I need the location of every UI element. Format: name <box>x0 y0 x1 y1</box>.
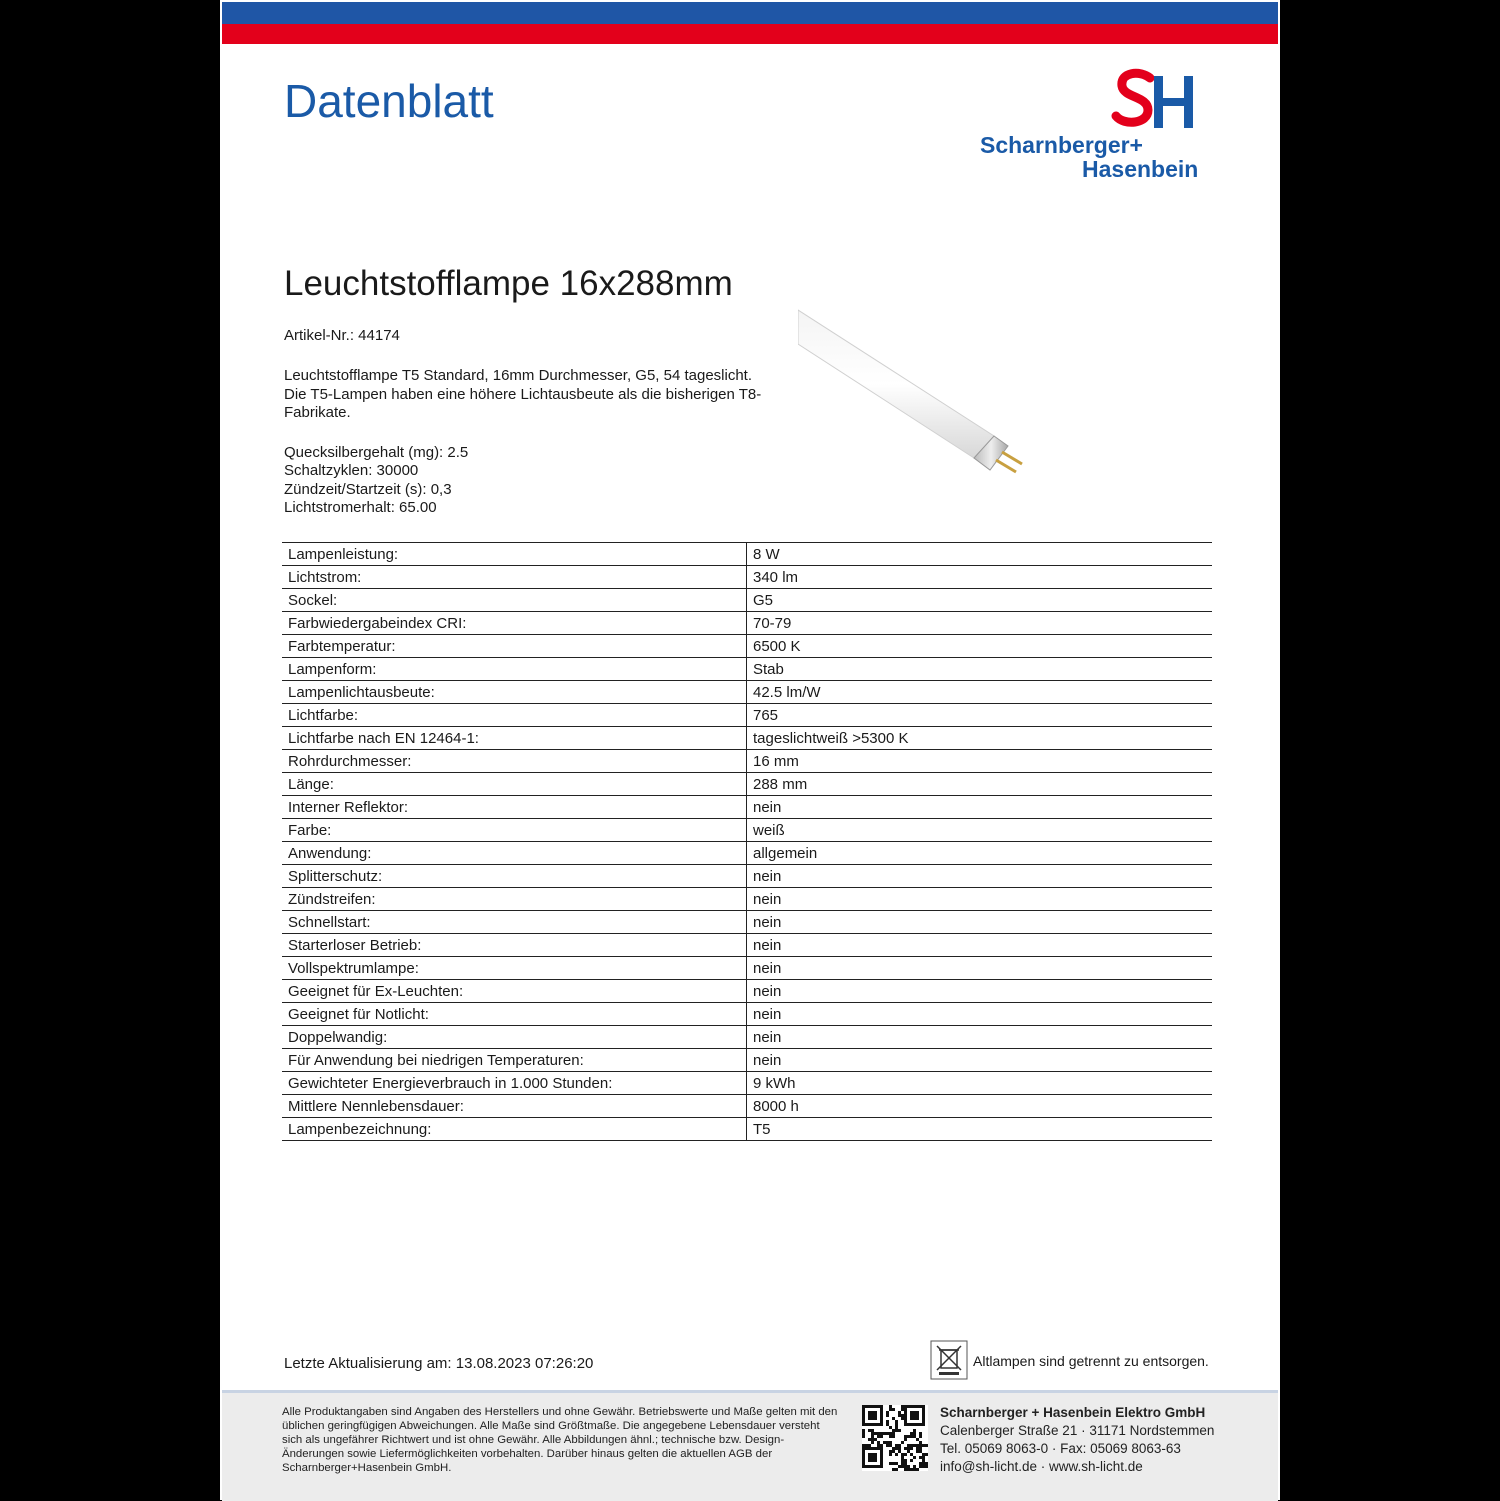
page-title: Datenblatt <box>284 75 494 127</box>
property-value: nein <box>747 1026 1213 1049</box>
property-label: Interner Reflektor: <box>282 796 747 819</box>
property-label: Farbwiedergabeindex CRI: <box>282 612 747 635</box>
property-value: nein <box>747 1049 1213 1072</box>
property-row <box>282 819 1212 842</box>
property-row <box>282 888 1212 911</box>
property-label: Rohrdurchmesser: <box>282 750 747 773</box>
property-label: Zündstreifen: <box>282 888 747 911</box>
property-label: Splitterschutz: <box>282 865 747 888</box>
property-row <box>282 750 1212 773</box>
property-value: nein <box>747 888 1213 911</box>
property-row <box>282 1118 1212 1141</box>
footer <box>222 1390 1278 1501</box>
property-value: 42.5 lm/W <box>747 681 1213 704</box>
logo-text-line1: Scharnberger+ <box>980 132 1143 158</box>
property-label: Für Anwendung bei niedrigen Temperaturen: <box>282 1049 747 1072</box>
property-label: Vollspektrumlampe: <box>282 957 747 980</box>
property-value: allgemein <box>747 842 1213 865</box>
property-label: Lampenform: <box>282 658 747 681</box>
property-row <box>282 1049 1212 1072</box>
last-updated: Letzte Aktualisierung am: 13.08.2023 07:26:20 <box>284 1355 594 1372</box>
sh-logo-icon <box>1110 68 1210 132</box>
property-label: Lichtstrom: <box>282 566 747 589</box>
property-row <box>282 796 1212 819</box>
product-image <box>798 300 1038 490</box>
property-row <box>282 842 1212 865</box>
legal-notice: Alle Produktangaben sind Angaben des Herstellers und ohne Gewähr. Betriebswerte und Maße gelten mit den üblichen geringfügigen Abweichungen. Alle Maße sind Größtmaße. Die angegebene Lebensdauer versteht sich als ungefährer Richtwert und ist ohne Gewähr. Alle Abbildungen ähnl.; technische bzw. Design-Änderungen sowie Liefermöglichkeiten vorbehalten. Darüber hinaus gelten die aktuellen AGB der Scharnberger+Hasenbein GmbH. <box>282 1406 838 1474</box>
property-label: Lampenleistung: <box>282 543 747 566</box>
company-phone: Tel. 05069 8063-0 · Fax: 05069 8063-63 <box>940 1441 1181 1456</box>
property-value: Stab <box>747 658 1213 681</box>
property-row <box>282 773 1212 796</box>
company-contact <box>940 1404 1214 1476</box>
property-row <box>282 1026 1212 1049</box>
company-logo <box>980 68 1220 186</box>
header-band-blue <box>222 2 1278 24</box>
logo-text-line2: Hasenbein <box>1082 156 1199 182</box>
company-web[interactable]: info@sh-licht.de · www.sh-licht.de <box>940 1459 1143 1474</box>
company-name: Scharnberger + Hasenbein Elektro GmbH <box>940 1405 1206 1420</box>
property-value: 340 lm <box>747 566 1213 589</box>
property-value: 8 W <box>747 543 1213 566</box>
spec-line: Lichtstromerhalt: 65.00 <box>284 498 437 516</box>
property-value: weiß <box>747 819 1213 842</box>
product-specs <box>284 444 468 517</box>
product-description: Leuchtstofflampe T5 Standard, 16mm Durchmesser, G5, 54 tageslicht. Die T5-Lampen haben eine höhere Lichtausbeute als die bisherigen T8-Fabrikate. <box>284 367 762 421</box>
property-value: nein <box>747 865 1213 888</box>
property-label: Lichtfarbe: <box>282 704 747 727</box>
property-value: nein <box>747 957 1213 980</box>
property-value: 9 kWh <box>747 1072 1213 1095</box>
property-label: Farbtemperatur: <box>282 635 747 658</box>
property-label: Lampenbezeichnung: <box>282 1118 747 1141</box>
property-value: 288 mm <box>747 773 1213 796</box>
weee-bin-icon <box>930 1340 968 1380</box>
property-row <box>282 727 1212 750</box>
property-row <box>282 980 1212 1003</box>
property-value: nein <box>747 796 1213 819</box>
property-label: Gewichteter Energieverbrauch in 1.000 Stunden: <box>282 1072 747 1095</box>
qr-code-icon <box>862 1405 928 1471</box>
property-row <box>282 612 1212 635</box>
property-value: T5 <box>747 1118 1213 1141</box>
property-row <box>282 543 1212 566</box>
property-row <box>282 957 1212 980</box>
property-row <box>282 865 1212 888</box>
property-label: Schnellstart: <box>282 911 747 934</box>
property-row <box>282 704 1212 727</box>
property-label: Starterloser Betrieb: <box>282 934 747 957</box>
property-row <box>282 1095 1212 1118</box>
property-value: G5 <box>747 589 1213 612</box>
property-row <box>282 681 1212 704</box>
property-label: Sockel: <box>282 589 747 612</box>
property-row <box>282 911 1212 934</box>
property-label: Doppelwandig: <box>282 1026 747 1049</box>
property-value: nein <box>747 934 1213 957</box>
product-title: Leuchtstofflampe 16x288mm <box>284 264 733 303</box>
property-label: Länge: <box>282 773 747 796</box>
spec-line: Zündzeit/Startzeit (s): 0,3 <box>284 480 452 498</box>
article-number: Artikel-Nr.: 44174 <box>284 327 400 344</box>
property-row <box>282 934 1212 957</box>
property-value: 8000 h <box>747 1095 1213 1118</box>
property-label: Anwendung: <box>282 842 747 865</box>
company-address: Calenberger Straße 21 · 31171 Nordstemmen <box>940 1423 1215 1438</box>
header-band-red <box>222 24 1278 44</box>
property-value: 6500 K <box>747 635 1213 658</box>
spec-line: Quecksilbergehalt (mg): 2.5 <box>284 444 469 461</box>
property-value: nein <box>747 980 1213 1003</box>
property-row <box>282 566 1212 589</box>
property-label: Geeignet für Notlicht: <box>282 1003 747 1026</box>
property-value: nein <box>747 1003 1213 1026</box>
spec-line: Schaltzyklen: 30000 <box>284 462 419 480</box>
property-row <box>282 658 1212 681</box>
property-row <box>282 1072 1212 1095</box>
property-row <box>282 589 1212 612</box>
property-value: 70-79 <box>747 612 1213 635</box>
property-value: 16 mm <box>747 750 1213 773</box>
disposal-note: Altlampen sind getrennt zu entsorgen. <box>973 1353 1209 1369</box>
property-value: 765 <box>747 704 1213 727</box>
property-row <box>282 1003 1212 1026</box>
datasheet-page <box>220 0 1280 1500</box>
property-row <box>282 635 1212 658</box>
property-label: Lichtfarbe nach EN 12464-1: <box>282 727 747 750</box>
property-label: Lampenlichtausbeute: <box>282 681 747 704</box>
property-label: Farbe: <box>282 819 747 842</box>
property-label: Mittlere Nennlebensdauer: <box>282 1095 747 1118</box>
property-value: nein <box>747 911 1213 934</box>
property-label: Geeignet für Ex-Leuchten: <box>282 980 747 1003</box>
properties-table <box>282 542 1212 1141</box>
property-value: tageslichtweiß >5300 K <box>747 727 1213 750</box>
